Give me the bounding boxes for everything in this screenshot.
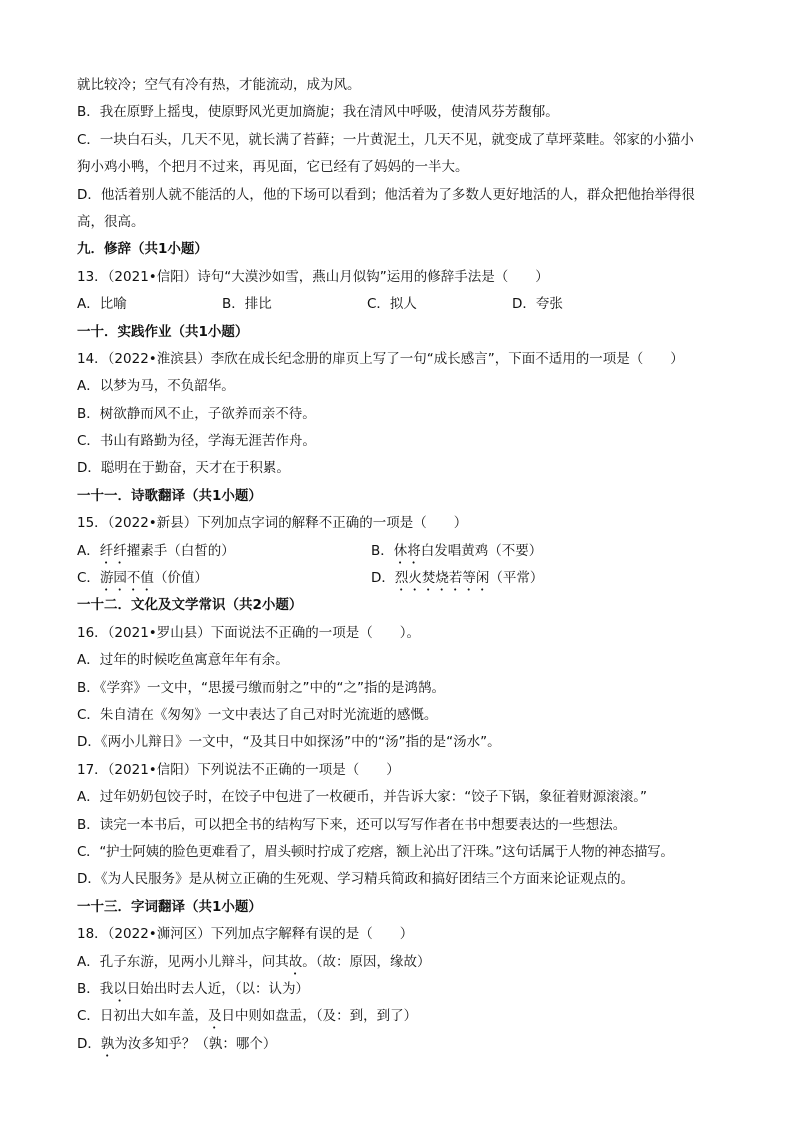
option-d: D．《两小儿辩日》一文中，“及其日中如探汤”中的“汤”指的是“汤水”。 [77,734,501,751]
option-d: D．烈火焚烧若等闲（平常） [371,570,544,587]
question-16-stem: 16．（2021•罗山县）下面说法不正确的一项是（ ）。 [77,624,420,641]
option-c: C．朱自清在《匆匆》一文中表达了自己对时光流逝的感慨。 [77,706,438,723]
section-heading-poetry-translation: 一十一．诗歌翻译（共1小题） [77,487,262,504]
question-15-stem: 15．（2022•新县）下列加点字词的解释不正确的一项是（ ） [77,515,468,532]
question-15-options-row-2 [77,565,727,592]
option-d-line: D．他活着别人就不能活的人，他的下场可以看到；他活着为了多数人更好地活的人，群众把他抬举得很 [77,186,695,203]
option-c-line: C．一块白石头，几天不见，就长满了苔藓；一片黄泥土，几天不见，就变成了草坪菜畦。邻家的小猫小 [77,131,694,148]
text-line: 高，很高。 [77,213,145,230]
option-b: B．排比 [222,296,272,313]
document-page [77,72,727,1058]
option-a: A．以梦为马，不负韶华。 [77,378,235,395]
option-c: C．日初出大如车盖，及日中则如盘盂，（及：到，到了） [77,1008,418,1025]
text-line: 狗小鸡小鸭，个把月不过来，再见面，它已经有了妈妈的一半大。 [77,159,469,176]
option-a: A．纤纤擢素手（白皙的） [77,542,235,559]
option-b: B．休将白发唱黄鸡（不要） [371,542,543,559]
section-heading-culture-literature: 一十二．文化及文学常识（共2小题） [77,597,303,614]
question-17-stem: 17．（2021•信阳）下列说法不正确的一项是（ ） [77,761,400,778]
section-heading-rhetoric: 九．修辞（共1小题） [77,241,208,258]
option-d: D．《为人民服务》是从树立正确的生死观、学习精兵简政和搞好团结三个方面来论证观点的。 [77,871,635,888]
option-c: C．游园不值（价值） [77,570,208,587]
question-14-stem: 14．（2022•淮滨县）李欣在成长纪念册的扉页上写了一句“成长感言”，下面不适用的一项是（ ） [77,350,684,367]
option-c: C．拟人 [367,296,417,313]
option-a: A．孔子东游，见两小儿辩斗，问其故。（故：原因，缘故） [77,953,431,970]
question-15-options-row-1 [77,538,727,565]
option-d: D．孰为汝多知乎？（孰：哪个） [77,1035,277,1052]
option-a: A．过年的时候吃鱼寓意年年有余。 [77,652,289,669]
option-b: B．《学弈》一文中，“思援弓缴而射之”中的“之”指的是鸿鹄。 [77,679,445,696]
option-c: C．书山有路勤为径，学海无涯苦作舟。 [77,433,316,450]
option-d: D．夸张 [512,296,563,313]
option-c: C．“护士阿姨的脸色更难看了，眉头顿时拧成了疙瘩，额上沁出了汗珠。”这句话属于人物的神态描写。 [77,843,674,860]
option-a: A．比喻 [77,296,127,313]
text-line: 就比较冷；空气有冷有热，才能流动，成为风。 [77,77,361,93]
option-a: A．过年奶奶包饺子时，在饺子中包进了一枚硬币，并告诉大家：“饺子下锅，象征着财源滚滚。” [77,789,647,806]
question-13-options [77,291,727,318]
option-b: B．读完一本书后，可以把全书的结构写下来，还可以写写作者在书中想要表达的一些想法。 [77,816,627,833]
section-heading-word-translation: 一十三．字词翻译（共1小题） [77,898,262,915]
section-heading-practice: 一十．实践作业（共1小题） [77,323,249,340]
option-b-line: B．我在原野上摇曳，使原野风光更加旖旎；我在清风中呼吸，使清风芬芳馥郁。 [77,104,559,121]
option-d: D．聪明在于勤奋，天才在于积累。 [77,460,290,477]
question-18-stem: 18．（2022•浉河区）下列加点字解释有误的是（ ） [77,926,414,943]
question-13-stem: 13．（2021•信阳）诗句“大漠沙如雪，燕山月似钩”运用的修辞手法是（ ） [77,268,549,285]
option-b: B．我以日始出时去人近，（以：认为） [77,980,310,997]
option-b: B．树欲静而风不止，子欲养而亲不待。 [77,405,316,422]
